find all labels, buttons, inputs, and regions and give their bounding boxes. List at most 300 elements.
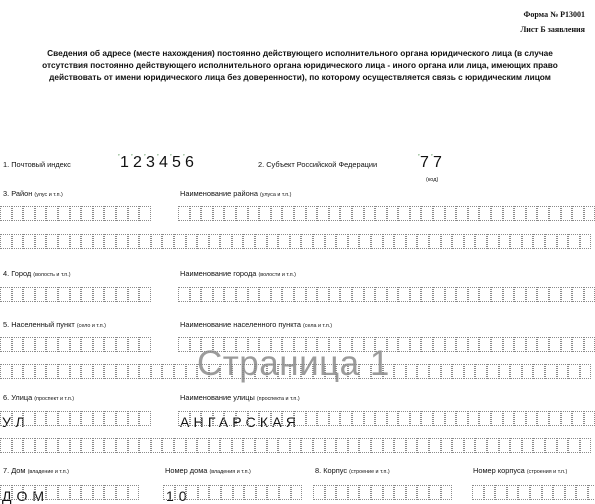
input-cell[interactable] <box>364 411 376 426</box>
input-cell[interactable] <box>81 438 93 453</box>
input-cell[interactable] <box>542 485 554 500</box>
input-cell[interactable] <box>464 438 476 453</box>
digit-cell[interactable] <box>131 155 144 171</box>
input-cell[interactable] <box>70 364 82 379</box>
input-cell[interactable] <box>128 234 140 249</box>
input-cell[interactable] <box>23 287 35 302</box>
input-cell[interactable] <box>290 234 302 249</box>
input-cell[interactable] <box>116 438 128 453</box>
input-cell[interactable] <box>364 287 376 302</box>
input-cell[interactable] <box>190 337 202 352</box>
input-cell[interactable] <box>46 337 58 352</box>
input-cell[interactable] <box>325 438 337 453</box>
input-cell[interactable] <box>313 234 325 249</box>
input-cell[interactable] <box>475 438 487 453</box>
input-cell[interactable] <box>530 485 542 500</box>
input-cell[interactable] <box>398 337 410 352</box>
input-cell[interactable] <box>46 411 58 426</box>
input-cell[interactable] <box>526 287 538 302</box>
input-cell[interactable] <box>572 411 584 426</box>
input-cell[interactable] <box>522 234 534 249</box>
input-cell[interactable] <box>104 337 116 352</box>
input-cell[interactable] <box>526 411 538 426</box>
input-cell[interactable] <box>394 485 406 500</box>
input-cell[interactable] <box>128 411 140 426</box>
input-cell[interactable] <box>243 364 255 379</box>
input-cell[interactable] <box>0 411 12 426</box>
input-cell[interactable] <box>23 438 35 453</box>
input-cell[interactable] <box>545 234 557 249</box>
input-cell[interactable] <box>294 337 306 352</box>
input-cell[interactable] <box>116 411 128 426</box>
input-cell[interactable] <box>116 206 128 221</box>
input-cell[interactable] <box>410 411 422 426</box>
input-cell[interactable] <box>243 438 255 453</box>
input-cell[interactable] <box>213 411 225 426</box>
input-cell[interactable] <box>433 287 445 302</box>
input-cell[interactable] <box>348 485 360 500</box>
input-cell[interactable] <box>359 234 371 249</box>
input-cell[interactable] <box>487 364 499 379</box>
input-cell[interactable] <box>572 287 584 302</box>
input-cell[interactable] <box>313 438 325 453</box>
input-cell[interactable] <box>572 206 584 221</box>
input-cell[interactable] <box>557 234 569 249</box>
input-cell[interactable] <box>294 287 306 302</box>
input-cell[interactable] <box>452 234 464 249</box>
input-cell[interactable] <box>70 411 82 426</box>
input-cell[interactable] <box>468 337 480 352</box>
input-cell[interactable] <box>452 438 464 453</box>
input-cell[interactable] <box>398 287 410 302</box>
input-cell[interactable] <box>220 364 232 379</box>
input-cell[interactable] <box>46 485 58 500</box>
input-cell[interactable] <box>46 234 58 249</box>
input-cell[interactable] <box>209 438 221 453</box>
input-cell[interactable] <box>35 287 47 302</box>
input-cell[interactable] <box>479 337 491 352</box>
input-cell[interactable] <box>294 206 306 221</box>
input-cell[interactable] <box>58 337 70 352</box>
input-cell[interactable] <box>0 206 12 221</box>
input-cell[interactable] <box>255 364 267 379</box>
input-cell[interactable] <box>81 206 93 221</box>
input-cell[interactable] <box>128 364 140 379</box>
input-cell[interactable] <box>0 364 12 379</box>
input-cell[interactable] <box>545 364 557 379</box>
input-cell[interactable] <box>514 287 526 302</box>
input-cell[interactable] <box>162 364 174 379</box>
input-cell[interactable] <box>417 485 429 500</box>
input-cell[interactable] <box>232 234 244 249</box>
input-cell[interactable] <box>317 337 329 352</box>
input-cell[interactable] <box>495 485 507 500</box>
input-cell[interactable] <box>329 337 341 352</box>
input-cell[interactable] <box>433 337 445 352</box>
input-cell[interactable] <box>561 411 573 426</box>
input-cell[interactable] <box>186 234 198 249</box>
input-cell[interactable] <box>371 364 383 379</box>
input-cell[interactable] <box>522 364 534 379</box>
input-cell[interactable] <box>445 287 457 302</box>
input-cell[interactable] <box>35 485 47 500</box>
input-cell[interactable] <box>290 438 302 453</box>
input-cell[interactable] <box>584 206 595 221</box>
input-cell[interactable] <box>553 485 565 500</box>
input-cell[interactable] <box>186 438 198 453</box>
input-cell[interactable] <box>23 485 35 500</box>
input-cell[interactable] <box>429 485 441 500</box>
input-cell[interactable] <box>162 438 174 453</box>
input-cell[interactable] <box>348 234 360 249</box>
input-cell[interactable] <box>232 364 244 379</box>
input-cell[interactable] <box>456 411 468 426</box>
input-cell[interactable] <box>468 206 480 221</box>
input-cell[interactable] <box>93 438 105 453</box>
input-cell[interactable] <box>116 337 128 352</box>
input-cell[interactable] <box>221 485 233 500</box>
input-cell[interactable] <box>244 485 256 500</box>
input-cell[interactable] <box>12 337 24 352</box>
input-cell[interactable] <box>174 234 186 249</box>
input-cell[interactable] <box>116 364 128 379</box>
input-cell[interactable] <box>537 287 549 302</box>
input-cell[interactable] <box>491 337 503 352</box>
input-cell[interactable] <box>387 287 399 302</box>
input-cell[interactable] <box>452 364 464 379</box>
input-cell[interactable] <box>533 234 545 249</box>
input-cell[interactable] <box>224 411 236 426</box>
input-cell[interactable] <box>46 287 58 302</box>
input-cell[interactable] <box>441 234 453 249</box>
input-cell[interactable] <box>580 364 592 379</box>
input-cell[interactable] <box>139 287 151 302</box>
input-cell[interactable] <box>46 438 58 453</box>
input-cell[interactable] <box>348 364 360 379</box>
input-cell[interactable] <box>190 287 202 302</box>
input-cell[interactable] <box>526 206 538 221</box>
input-cell[interactable] <box>398 206 410 221</box>
input-cell[interactable] <box>243 234 255 249</box>
input-cell[interactable] <box>186 485 198 500</box>
input-cell[interactable] <box>139 234 151 249</box>
input-cell[interactable] <box>499 234 511 249</box>
input-cell[interactable] <box>12 438 24 453</box>
input-cell[interactable] <box>468 287 480 302</box>
input-cell[interactable] <box>209 234 221 249</box>
input-cell[interactable] <box>537 411 549 426</box>
input-cell[interactable] <box>93 364 105 379</box>
input-cell[interactable] <box>445 206 457 221</box>
input-cell[interactable] <box>278 234 290 249</box>
input-cell[interactable] <box>421 206 433 221</box>
input-cell[interactable] <box>364 206 376 221</box>
input-cell[interactable] <box>375 287 387 302</box>
input-cell[interactable] <box>441 485 453 500</box>
input-cell[interactable] <box>232 438 244 453</box>
input-cell[interactable] <box>259 337 271 352</box>
input-cell[interactable] <box>224 206 236 221</box>
input-cell[interactable] <box>518 485 530 500</box>
input-cell[interactable] <box>537 337 549 352</box>
input-cell[interactable] <box>290 364 302 379</box>
input-cell[interactable] <box>568 364 580 379</box>
input-cell[interactable] <box>23 337 35 352</box>
input-cell[interactable] <box>394 438 406 453</box>
input-cell[interactable] <box>487 438 499 453</box>
input-cell[interactable] <box>248 287 260 302</box>
input-cell[interactable] <box>301 438 313 453</box>
input-cell[interactable] <box>475 234 487 249</box>
input-cell[interactable] <box>557 438 569 453</box>
input-cell[interactable] <box>472 485 484 500</box>
input-cell[interactable] <box>445 411 457 426</box>
input-cell[interactable] <box>271 337 283 352</box>
input-cell[interactable] <box>568 438 580 453</box>
input-cell[interactable] <box>398 411 410 426</box>
input-cell[interactable] <box>12 364 24 379</box>
input-cell[interactable] <box>93 206 105 221</box>
input-cell[interactable] <box>340 337 352 352</box>
input-cell[interactable] <box>479 287 491 302</box>
input-cell[interactable] <box>456 287 468 302</box>
input-cell[interactable] <box>410 287 422 302</box>
input-cell[interactable] <box>406 234 418 249</box>
input-cell[interactable] <box>271 287 283 302</box>
input-cell[interactable] <box>503 411 515 426</box>
input-cell[interactable] <box>352 206 364 221</box>
input-cell[interactable] <box>348 438 360 453</box>
input-cell[interactable] <box>58 485 70 500</box>
input-cell[interactable] <box>484 485 496 500</box>
input-cell[interactable] <box>70 234 82 249</box>
input-cell[interactable] <box>35 438 47 453</box>
input-cell[interactable] <box>58 287 70 302</box>
input-cell[interactable] <box>128 485 140 500</box>
input-cell[interactable] <box>352 411 364 426</box>
input-cell[interactable] <box>561 206 573 221</box>
input-cell[interactable] <box>201 206 213 221</box>
input-cell[interactable] <box>387 411 399 426</box>
input-cell[interactable] <box>306 206 318 221</box>
input-cell[interactable] <box>174 438 186 453</box>
input-cell[interactable] <box>163 485 175 500</box>
input-cell[interactable] <box>271 206 283 221</box>
input-cell[interactable] <box>510 364 522 379</box>
input-cell[interactable] <box>487 234 499 249</box>
input-cell[interactable] <box>479 411 491 426</box>
input-cell[interactable] <box>568 234 580 249</box>
input-cell[interactable] <box>190 206 202 221</box>
input-cell[interactable] <box>491 411 503 426</box>
input-cell[interactable] <box>445 337 457 352</box>
input-cell[interactable] <box>306 337 318 352</box>
input-cell[interactable] <box>522 438 534 453</box>
input-cell[interactable] <box>364 337 376 352</box>
input-cell[interactable] <box>104 234 116 249</box>
input-cell[interactable] <box>383 234 395 249</box>
input-cell[interactable] <box>340 287 352 302</box>
input-cell[interactable] <box>267 438 279 453</box>
input-cell[interactable] <box>35 206 47 221</box>
input-cell[interactable] <box>406 485 418 500</box>
input-cell[interactable] <box>104 364 116 379</box>
input-cell[interactable] <box>58 206 70 221</box>
input-cell[interactable] <box>313 485 325 500</box>
input-cell[interactable] <box>499 364 511 379</box>
digit-cell[interactable] <box>418 155 431 171</box>
input-cell[interactable] <box>116 287 128 302</box>
input-cell[interactable] <box>584 337 595 352</box>
input-cell[interactable] <box>491 206 503 221</box>
input-cell[interactable] <box>12 485 24 500</box>
input-cell[interactable] <box>383 485 395 500</box>
input-cell[interactable] <box>464 364 476 379</box>
input-cell[interactable] <box>441 364 453 379</box>
input-cell[interactable] <box>475 364 487 379</box>
input-cell[interactable] <box>329 287 341 302</box>
input-cell[interactable] <box>35 364 47 379</box>
input-cell[interactable] <box>201 337 213 352</box>
input-cell[interactable] <box>70 287 82 302</box>
input-cell[interactable] <box>565 485 577 500</box>
input-cell[interactable] <box>371 234 383 249</box>
input-cell[interactable] <box>410 337 422 352</box>
input-cell[interactable] <box>561 287 573 302</box>
input-cell[interactable] <box>279 485 291 500</box>
input-cell[interactable] <box>294 411 306 426</box>
input-cell[interactable] <box>371 485 383 500</box>
input-cell[interactable] <box>406 438 418 453</box>
input-cell[interactable] <box>104 438 116 453</box>
input-cell[interactable] <box>93 411 105 426</box>
input-cell[interactable] <box>220 234 232 249</box>
input-cell[interactable] <box>406 364 418 379</box>
input-cell[interactable] <box>507 485 519 500</box>
input-cell[interactable] <box>441 438 453 453</box>
input-cell[interactable] <box>291 485 303 500</box>
input-cell[interactable] <box>510 234 522 249</box>
input-cell[interactable] <box>23 364 35 379</box>
input-cell[interactable] <box>572 337 584 352</box>
input-cell[interactable] <box>35 337 47 352</box>
input-cell[interactable] <box>278 364 290 379</box>
input-cell[interactable] <box>359 485 371 500</box>
input-cell[interactable] <box>93 337 105 352</box>
input-cell[interactable] <box>537 206 549 221</box>
input-cell[interactable] <box>429 364 441 379</box>
input-cell[interactable] <box>201 287 213 302</box>
input-cell[interactable] <box>352 287 364 302</box>
input-cell[interactable] <box>352 337 364 352</box>
input-cell[interactable] <box>584 411 595 426</box>
input-cell[interactable] <box>267 364 279 379</box>
input-cell[interactable] <box>282 206 294 221</box>
input-cell[interactable] <box>317 411 329 426</box>
input-cell[interactable] <box>151 438 163 453</box>
input-cell[interactable] <box>549 337 561 352</box>
input-cell[interactable] <box>224 337 236 352</box>
input-cell[interactable] <box>255 438 267 453</box>
input-cell[interactable] <box>178 206 190 221</box>
input-cell[interactable] <box>104 411 116 426</box>
input-cell[interactable] <box>375 206 387 221</box>
input-cell[interactable] <box>336 438 348 453</box>
input-cell[interactable] <box>93 287 105 302</box>
input-cell[interactable] <box>514 411 526 426</box>
input-cell[interactable] <box>58 364 70 379</box>
input-cell[interactable] <box>317 206 329 221</box>
input-cell[interactable] <box>81 485 93 500</box>
input-cell[interactable] <box>178 411 190 426</box>
input-cell[interactable] <box>116 234 128 249</box>
input-cell[interactable] <box>224 287 236 302</box>
input-cell[interactable] <box>178 337 190 352</box>
input-cell[interactable] <box>209 485 221 500</box>
input-cell[interactable] <box>557 364 569 379</box>
input-cell[interactable] <box>429 234 441 249</box>
input-cell[interactable] <box>12 234 24 249</box>
input-cell[interactable] <box>267 485 279 500</box>
input-cell[interactable] <box>533 364 545 379</box>
input-cell[interactable] <box>81 411 93 426</box>
input-cell[interactable] <box>526 337 538 352</box>
input-cell[interactable] <box>549 206 561 221</box>
input-cell[interactable] <box>359 364 371 379</box>
input-cell[interactable] <box>429 438 441 453</box>
input-cell[interactable] <box>383 364 395 379</box>
input-cell[interactable] <box>325 364 337 379</box>
input-cell[interactable] <box>325 485 337 500</box>
input-cell[interactable] <box>35 234 47 249</box>
input-cell[interactable] <box>209 364 221 379</box>
input-cell[interactable] <box>549 287 561 302</box>
input-cell[interactable] <box>561 337 573 352</box>
input-cell[interactable] <box>70 485 82 500</box>
input-cell[interactable] <box>213 337 225 352</box>
digit-cell[interactable] <box>118 155 131 171</box>
input-cell[interactable] <box>128 438 140 453</box>
input-cell[interactable] <box>387 206 399 221</box>
input-cell[interactable] <box>213 287 225 302</box>
input-cell[interactable] <box>12 411 24 426</box>
input-cell[interactable] <box>433 206 445 221</box>
input-cell[interactable] <box>421 411 433 426</box>
input-cell[interactable] <box>81 234 93 249</box>
input-cell[interactable] <box>0 337 12 352</box>
input-cell[interactable] <box>456 337 468 352</box>
input-cell[interactable] <box>93 485 105 500</box>
input-cell[interactable] <box>278 438 290 453</box>
input-cell[interactable] <box>190 411 202 426</box>
input-cell[interactable] <box>23 234 35 249</box>
digit-cell[interactable] <box>431 155 444 171</box>
input-cell[interactable] <box>545 438 557 453</box>
input-cell[interactable] <box>336 234 348 249</box>
input-cell[interactable] <box>35 411 47 426</box>
input-cell[interactable] <box>175 485 187 500</box>
input-cell[interactable] <box>139 411 151 426</box>
input-cell[interactable] <box>70 438 82 453</box>
input-cell[interactable] <box>580 438 592 453</box>
input-cell[interactable] <box>301 234 313 249</box>
input-cell[interactable] <box>46 364 58 379</box>
input-cell[interactable] <box>0 287 12 302</box>
input-cell[interactable] <box>139 206 151 221</box>
input-cell[interactable] <box>201 411 213 426</box>
input-cell[interactable] <box>104 485 116 500</box>
input-cell[interactable] <box>410 206 422 221</box>
